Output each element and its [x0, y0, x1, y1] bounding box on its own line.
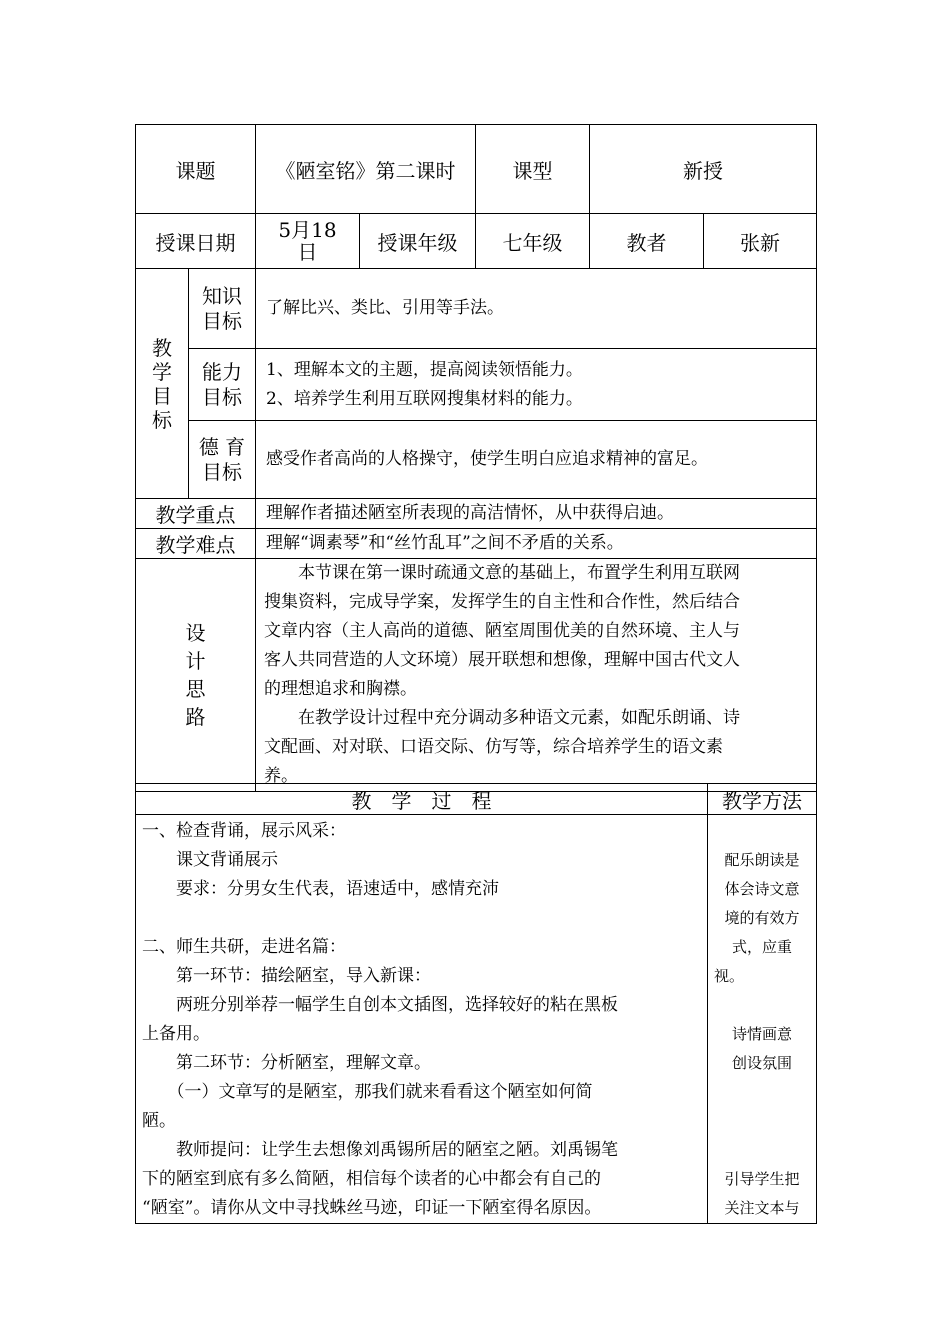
method-line [710, 991, 814, 1020]
design-label: 设 计 思 路 [136, 559, 256, 792]
lesson-info-table [135, 124, 817, 792]
process-line: 两班分别举荐一幅学生自创本文插图，选择较好的粘在黑板 [142, 995, 618, 1015]
process-line [142, 904, 703, 933]
process-line: 教师提问：让学生去想像刘禹锡所居的陋室之陋。刘禹锡笔 [142, 1140, 618, 1160]
difficulty-label: 教学难点 [136, 529, 256, 559]
method-line: 诗情画意 [731, 1025, 792, 1043]
process-line: 下的陋室到底有多么简陋，相信每个读者的心中都会有自己的 [142, 1169, 601, 1189]
method-line: 创设氛围 [731, 1054, 792, 1072]
grade-label: 授课年级 [360, 214, 476, 269]
method-line [710, 817, 814, 846]
process-line: 要求：分男女生代表，语速适中，感情充沛 [142, 879, 499, 899]
method-line: 引导学生把 [724, 1170, 800, 1188]
grade-value: 七年级 [476, 214, 590, 269]
process-line: 陋。 [142, 1111, 176, 1131]
process-body [136, 815, 708, 1224]
ability-goal-text: 1、理解本文的主题，提高阅读领悟能力。 2、培养学生利用互联网搜集材料的能力。 [256, 349, 817, 421]
process-line: 第一环节：描绘陋室，导入新课： [142, 966, 431, 986]
knowledge-goal-label: 知识 目标 [189, 269, 256, 349]
method-body [708, 815, 817, 1224]
subject-value: 《陋室铭》第二课时 [256, 125, 476, 214]
method-line: 配乐朗读是 [724, 851, 800, 869]
teacher-value: 张新 [704, 214, 817, 269]
difficulty-text: 理解“调素琴”和“丝竹乱耳”之间不矛盾的关系。 [256, 529, 817, 559]
date-label: 授课日期 [136, 214, 256, 269]
objectives-label: 教 学 目 标 [136, 269, 189, 499]
method-header: 教学方法 [708, 784, 817, 815]
moral-goal-text: 感受作者高尚的人格操守，使学生明白应追求精神的富足。 [256, 421, 817, 499]
teacher-label: 教者 [590, 214, 704, 269]
process-header: 教 学 过 程 [136, 784, 708, 815]
type-label: 课型 [476, 125, 590, 214]
process-line: 二、师生共研，走进名篇： [142, 937, 346, 957]
moral-goal-label: 德 育 目标 [189, 421, 256, 499]
process-line: 第二环节：分析陋室，理解文章。 [142, 1053, 431, 1073]
focus-text: 理解作者描述陋室所表现的高洁情怀，从中获得启迪。 [256, 499, 817, 529]
date-value: 5月18日 [256, 214, 360, 269]
type-value: 新授 [590, 125, 817, 214]
method-line [710, 1078, 814, 1107]
process-line: （一）文章写的是陋室，那我们就来看看这个陋室如何简 [142, 1082, 593, 1102]
process-line: 课文背诵展示 [142, 850, 278, 870]
method-line: 关注文本与 [724, 1199, 800, 1217]
design-text: 本节课在第一课时疏通文意的基础上，布置学生利用互联网 搜集资料，完成导学案，发挥学生的自主性和合作性，然后结合 文章内容（主人高尚的道德、陋室周围优美的自然环境、主人与 客人共同营造的人文环境）展开联想和想像，理解中国古代文人 的理想追求和胸襟。 在教学设计过程中充分调动多种语文元素，如配乐朗诵、诗 文配画、对对联、口语交际、仿写等，综合培养学生的语文素 养。 [256, 559, 817, 792]
method-line: 体会诗文意 [724, 880, 800, 898]
focus-label: 教学重点 [136, 499, 256, 529]
ability-goal-label: 能力 目标 [189, 349, 256, 421]
process-line: 一、检查背诵，展示风采： [142, 821, 346, 841]
method-line: 式，应重 [731, 938, 792, 956]
method-line: 境的有效方 [724, 909, 800, 927]
method-line: 视。 [714, 967, 745, 985]
knowledge-goal-text: 了解比兴、类比、引用等手法。 [256, 269, 817, 349]
subject-label: 课题 [136, 125, 256, 214]
method-line [710, 1136, 814, 1165]
process-line: 上备用。 [142, 1024, 210, 1044]
method-line [710, 1107, 814, 1136]
teaching-process-table [135, 783, 817, 1224]
process-line: “陋室”。请你从文中寻找蛛丝马迹，印证一下陋室得名原因。 [142, 1198, 602, 1218]
